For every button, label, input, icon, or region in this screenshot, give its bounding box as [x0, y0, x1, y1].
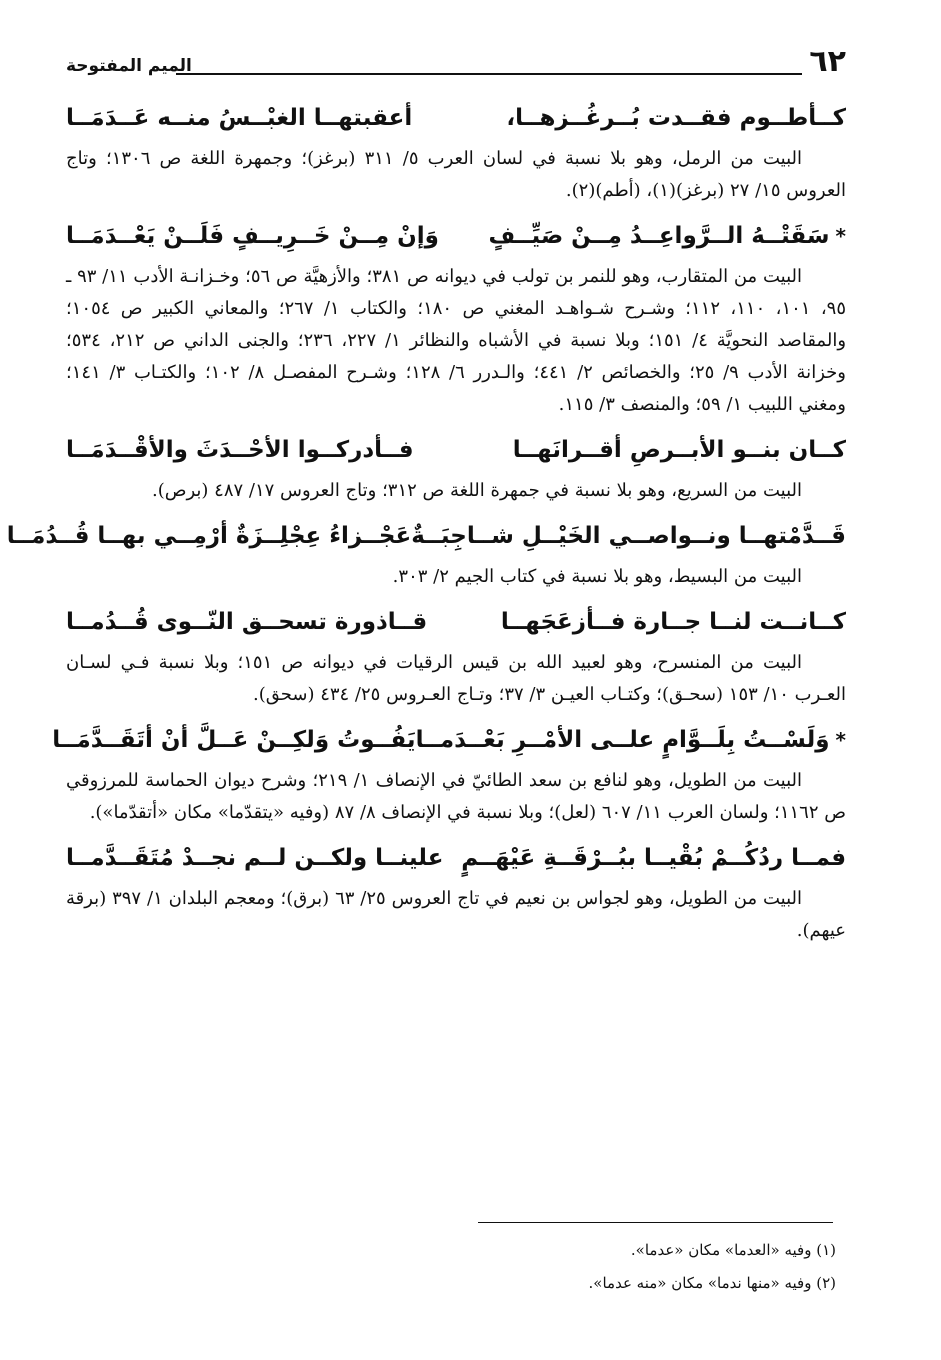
verse-commentary: البيت من السريع، وهو بلا نسبة في جمهرة اللغة ص ٣١٢؛ وتاج العروس ١٧/ ٤٨٧ (برص). — [151, 480, 802, 501]
hemistich-right — [416, 717, 846, 763]
hemistich-right — [513, 427, 846, 473]
footnote: (١) وفيه «العدما» مكان «عدما». — [630, 1241, 836, 1259]
hemistich-right-text: فمــا ردُكُــمْ بُقْيــا ببُــرْقَــةِ عَيْهَــمٍ — [461, 845, 846, 871]
hemistich-left: عَجْــزاءُ عِجْلِــزَةٌ أرْمِــي بهــا قُــدُمَــا — [6, 523, 412, 549]
verse-line — [66, 213, 846, 259]
hemistich-left: قــاذورة تسحــق النّــوى قُــدُمــا — [66, 609, 428, 635]
hemistich-right-text: كــأطــوم فقــدت بُــرغُــزهــا، — [506, 105, 846, 131]
verse-line — [52, 717, 846, 763]
verse-commentary: البيت من البسيط، وهو بلا نسبة في كتاب الجيم ٢/ ٣٠٣. — [392, 566, 802, 587]
hemistich-right — [411, 513, 846, 559]
header-rule — [176, 73, 802, 75]
verse-line — [66, 427, 846, 473]
hemistich-left: وَإنْ مِــنْ خَــرِيــفٍ فَلَــنْ يَعْــدَمَــا — [66, 223, 439, 249]
hemistich-right — [461, 835, 846, 881]
verse-commentary: البيت من الرمل، وهو بلا نسبة في لسان العرب ٥/ ٣١١ (برغز)؛ وجمهرة اللغة ص ١٣٠٦؛ وتاج العروس ١٥/ ٢٧ (برغز)(١)، (أطم)(٢). — [66, 148, 846, 201]
verse-line — [66, 599, 846, 645]
verse-line — [6, 513, 846, 559]
hemistich-right-text: كــانــت لنــا جــارة فــأزعَجَهــا — [500, 609, 846, 635]
footnote: (٢) وفيه «منها ندما» مكان «منه عدما». — [588, 1274, 836, 1292]
running-title: الميم المفتوحة — [66, 56, 192, 76]
hemistich-right — [501, 599, 846, 645]
hemistich-right — [506, 95, 846, 141]
verse-line — [66, 95, 846, 141]
hemistich-left: أعقبتهــا الغبْــسُ منــه عَــدَمَــا — [66, 105, 413, 131]
verse-commentary: البيت من المتقارب، وهو للنمر بن تولب في ديوانه ص ٣٨١؛ والأزهيَّة ص ٥٦؛ وخـزانـة الأدب ١١/ ٩٣ ـ ٩٥، ١٠١، ١١٠، ١١٢؛ وشـرح شـواهـد المغني ص ١٨٠؛ والكتاب ١/ ٢٦٧؛ والمعاني الكبير ص ١٠٥٤؛ والمقاصد النحويَّة ٤/ ١٥١؛ وبلا نسبة في الأشباه والنظائر ١/ ٢٢٧، ٢٣٦؛ والجنى الداني ص ٢١٢، ٥٣٤؛ وخزانة الأدب ٩/ ٢٥؛ والخصائص ٢/ ٤٤١؛ والـدرر ٦/ ١٢٨؛ وشـرح المفصـل ٨/ ١٠٢؛ والكتـاب ٣/ ١٤١؛ ومغني اللبيب ١/ ٥٩؛ والمنصف ٣/ ١١٥. — [66, 266, 847, 415]
verse-commentary: البيت من المنسرح، وهو لعبيد الله بن قيس الرقيات في ديوانه ص ١٥١؛ وبلا نسبة فـي لسـان العـرب ١٠/ ١٥٣ (سحـق)؛ وكتـاب العيـن ٣/ ٣٧؛ وتـاج العـروس ٢٥/ ٤٣٤ (سحق). — [66, 652, 846, 705]
hemistich-right — [488, 213, 846, 259]
footnote-rule — [478, 1222, 833, 1223]
hemistich-right-text: قَــدَّمْتهــا ونــواصــي الخَيْــلِ شــاجِبَــةٌ — [411, 523, 846, 549]
footnotes — [400, 1234, 836, 1300]
hemistich-left: علينــا ولكــن لــم نجــدْ مُتَقَــدَّمــا — [66, 845, 444, 871]
verse-commentary: البيت من الطويل، وهو لجواس بن نعيم في تاج العروس ٢٥/ ٦٣ (برق)؛ ومعجم البلدان ١/ ٣٩٧ (برقة عيهم). — [66, 888, 846, 941]
page-header — [66, 44, 846, 84]
page-number: ٦٢ — [809, 44, 846, 79]
hemistich-right-text: كــان بنــو الأبــرصِ أقــرانَهــا — [512, 437, 846, 463]
hemistich-right-text: سَقَتْــهُ الــرَّواعِــدُ مِــنْ صَيِّــفٍ — [488, 223, 830, 249]
star-marker: * — [835, 224, 846, 248]
hemistich-left: يَفُــوتُ وَلكِــنْ عَــلَّ أنْ أتَقَــدَّمَــا — [52, 727, 416, 753]
verse-line — [66, 835, 846, 881]
verse-commentary: البيت من الطويل، وهو لنافع بن سعد الطائيّ في الإنصاف ١/ ٢١٩؛ وشرح ديوان الحماسة للمرزوقي ص ١١٦٢؛ ولسان العرب ١١/ ٦٠٧ (لعل)؛ وبلا نسبة في الإنصاف ٨/ ٨٧ (وفيه «يتقدّما» مكان «أتقدّما»). — [66, 770, 846, 823]
hemistich-left: فــأدركــوا الأحْــدَثَ والأقْــدَمَــا — [66, 437, 414, 463]
star-marker: * — [835, 728, 846, 752]
hemistich-right-text: وَلَسْــتُ بِلَــوَّامٍ علــى الأمْــرِ بَعْــدَمــا — [415, 727, 830, 753]
verse-list — [6, 95, 847, 953]
